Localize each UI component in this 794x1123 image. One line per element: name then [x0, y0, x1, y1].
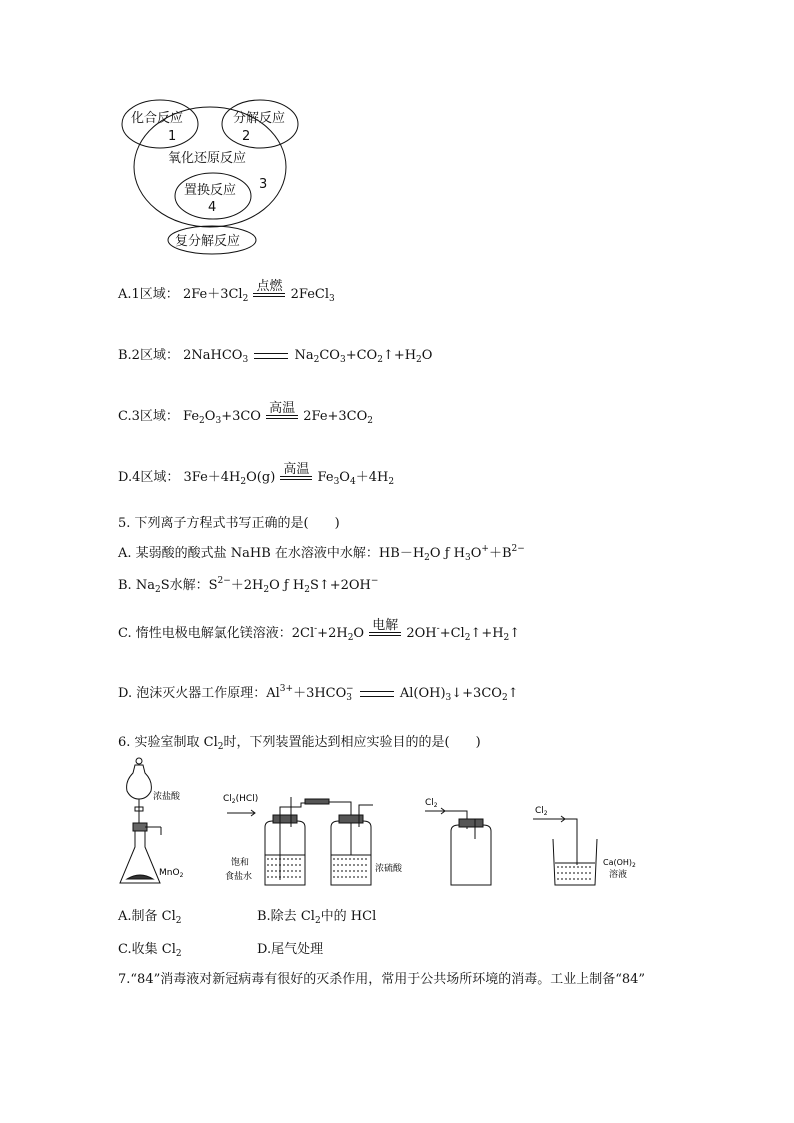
label-region-1: 1: [168, 129, 177, 144]
q6-option-a: A.制备 $Cl_2$: [118, 909, 182, 926]
q4-option-c: C.3区域： $Fe_2O_3+3CO$ 高温 $2Fe+3CO_2$: [118, 400, 374, 426]
label-region-3: 3: [259, 177, 268, 192]
apparatus-figure: [115, 755, 675, 895]
label-redox: 氧化还原反应: [168, 151, 247, 166]
reaction-venn-diagram: [115, 92, 315, 262]
label-mno2: MnO$_2$: [159, 868, 184, 879]
q5-option-b: B. $Na_2S$水解：$S^{2-}+2H_2O$ ƒ $H_2S↑+2OH^-$: [118, 576, 379, 595]
q6-stem: 6. 实验室制取 $Cl_2$时，下列装置能达到相应实验目的的是( ): [118, 735, 481, 752]
q4-option-b: B.2区域： 2NaHCO$_3$ $Na_2CO_3+CO_2↑+H_2O$: [118, 348, 433, 365]
label-caoh2: $Ca(OH)_2$: [603, 858, 636, 869]
reaction-condition: 高温: [280, 471, 312, 485]
label-region-4: 4: [208, 200, 217, 215]
label-conc-h2so4: 浓硫酸: [375, 864, 403, 874]
label-saltwater: 食盐水: [225, 872, 253, 882]
label-solution: 溶液: [609, 870, 628, 880]
q7-stem: 7.“84”消毒液对新冠病毒有很好的灭杀作用，常用于公共场所环境的消毒。工业上制备“84”: [118, 972, 646, 987]
label-decomposition: 分解反应: [233, 111, 286, 126]
label-cl2-c: $Cl_2$: [425, 798, 438, 809]
apparatus-c: [425, 808, 491, 885]
q6-option-d: D.尾气处理: [257, 942, 324, 957]
q4-option-d: D.4区域： $3Fe+4H_2O(g)$ 高温 $Fe_3O_4+4H_2$: [118, 461, 395, 487]
apparatus-d: [533, 816, 597, 885]
q5-stem: 5. 下列离子方程式书写正确的是( ): [118, 516, 340, 531]
q5-option-d: D. 泡沫灭火器工作原理：$Al^{3+}+3HCO_3^-$ $Al(OH)_3↓+3CO_2↑$: [118, 684, 519, 703]
q5-option-c: C. 惰性电极电解氯化镁溶液：$2Cl^-+2H_2O$ 电解 $2OH^-+Cl_2↑+H_2↑$: [118, 617, 521, 643]
reaction-condition: 高温: [266, 410, 298, 424]
label-double-decomposition: 复分解反应: [175, 234, 241, 249]
q6-option-c: C.收集 $Cl_2$: [118, 942, 182, 959]
q4-option-a: A.1区域： $2Fe+3Cl_2$ 点燃 2FeCl$_3$: [118, 278, 335, 304]
label-displacement: 置换反应: [184, 183, 237, 198]
q5-option-a: A. 某弱酸的酸式盐 NaHB 在水溶液中水解：$HB-H_2O$ ƒ $H_3O^++B^{2-}$: [118, 544, 525, 563]
label-cl2-d: $Cl_2$: [535, 806, 548, 817]
label-cl2-hcl: $Cl_2(HCl)$: [223, 794, 259, 805]
reaction-condition: 点燃: [253, 288, 285, 302]
label-saturated: 饱和: [231, 858, 250, 868]
reaction-condition: 电解: [369, 627, 401, 641]
label-conc-hcl: 浓盐酸: [153, 792, 181, 802]
label-combination: 化合反应: [131, 111, 184, 126]
label-region-2: 2: [242, 129, 251, 144]
q6-option-b: B.除去 $Cl_2$中的 HCl: [257, 909, 377, 926]
apparatus-a: [120, 758, 161, 883]
